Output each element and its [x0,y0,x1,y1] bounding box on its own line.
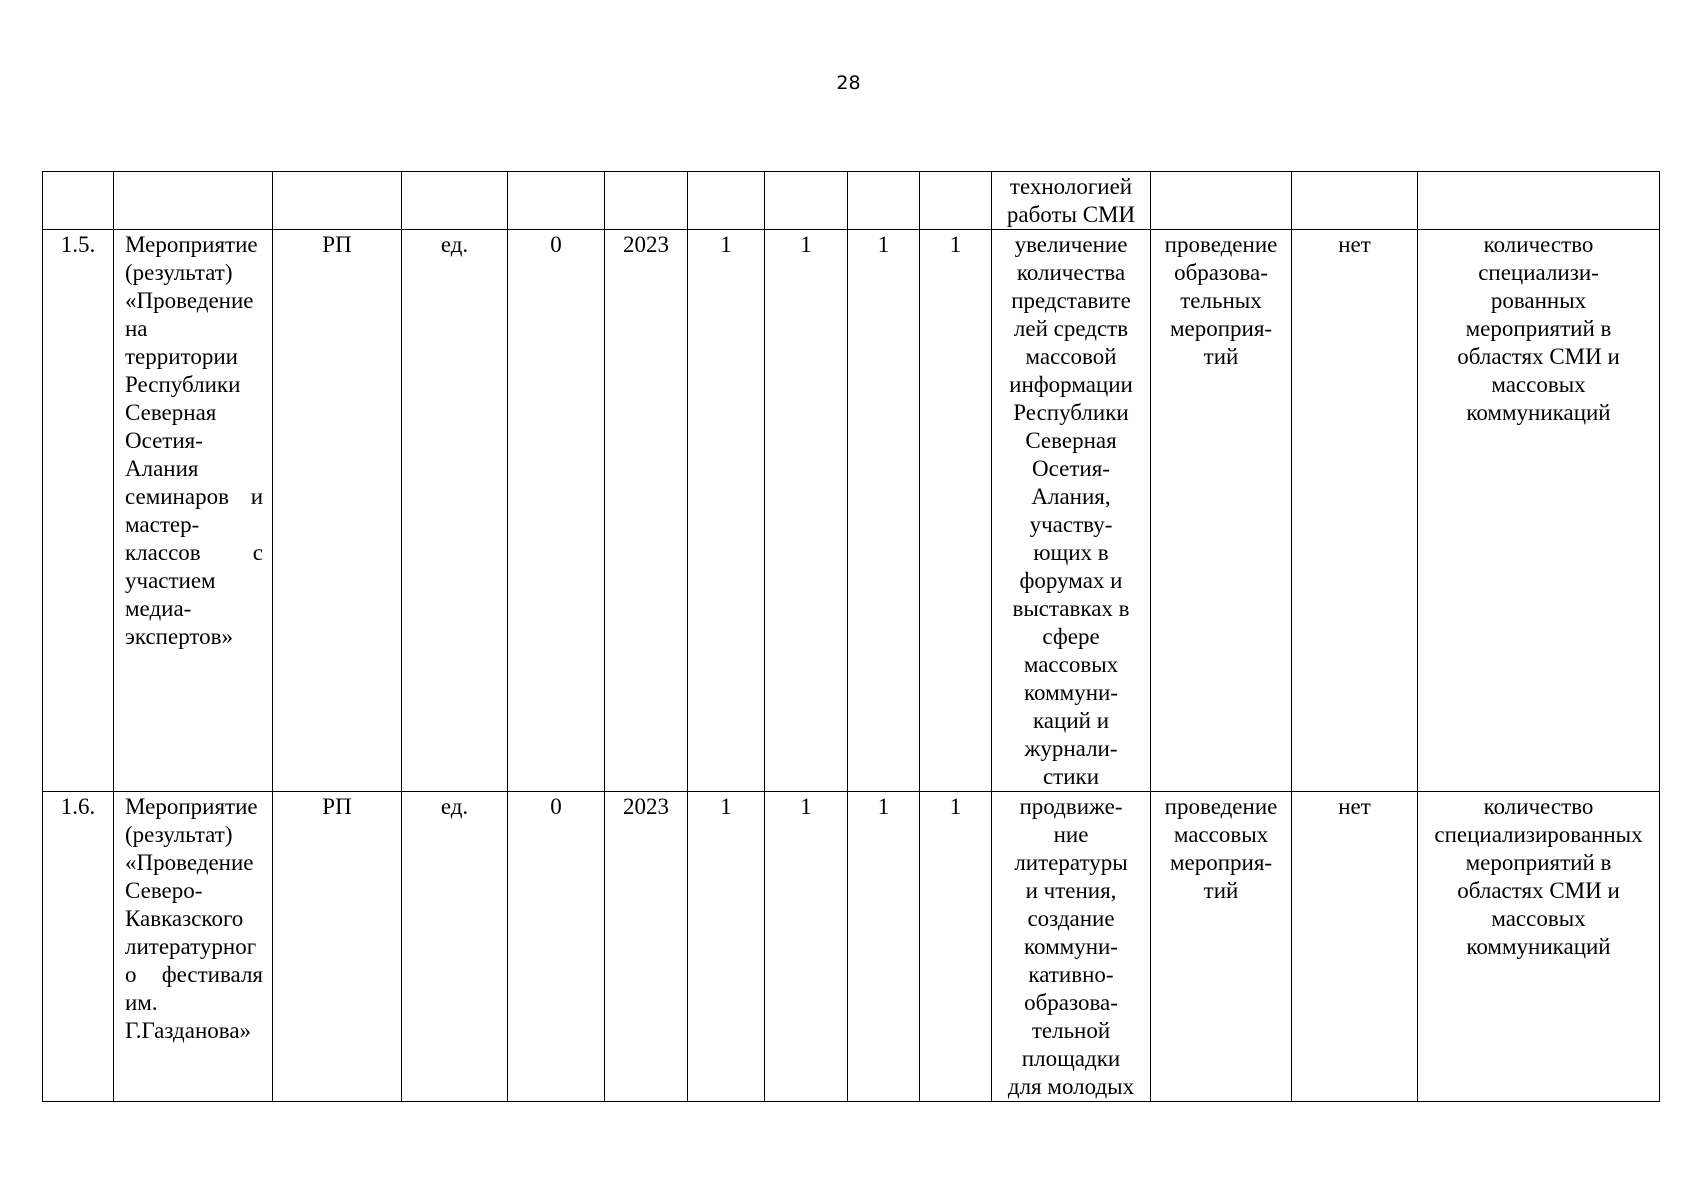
table-row [43,792,1660,1102]
cell-flag: нет [1292,792,1418,1102]
measures-table [42,171,1660,1102]
cell-name [114,172,273,230]
table-row [43,230,1660,792]
cell-unit: ед. [402,230,508,792]
cell-result-desc: продвиже- ние литературы и чтения, создание коммуни- кативно- образова- тельной площадки для молодых [992,792,1151,1102]
cell-result-desc: увеличение количества представите лей средств массовой информации Республики Северная Осетия- Алания, участву- ющих в форумах и выставках в сфере массовых коммуни- каций и журнали- стики [992,230,1151,792]
cell-value-2: 1 [765,230,848,792]
cell-unit: ед. [402,792,508,1102]
table-row-continued [43,172,1660,230]
cell-flag [1292,172,1418,230]
cell-type: РП [273,230,402,792]
cell-unit [402,172,508,230]
cell-base-value: 0 [508,230,605,792]
cell-activity [1151,172,1292,230]
cell-name: Мероприятие (результат) «Проведение на территории Республики Северная Осетия-Алания семинаров и мастер-классов с участием медиа-экспертов» [114,230,273,792]
cell-value-1 [688,172,765,230]
cell-num: 1.6. [43,792,114,1102]
cell-value-1: 1 [688,230,765,792]
cell-indicator [1418,172,1660,230]
page-number: 28 [836,72,861,94]
cell-type [273,172,402,230]
cell-value-4 [920,172,992,230]
cell-value-2 [765,172,848,230]
cell-result-desc: технологией работы СМИ [992,172,1151,230]
cell-value-2: 1 [765,792,848,1102]
cell-value-1: 1 [688,792,765,1102]
cell-value-4: 1 [920,230,992,792]
cell-value-3: 1 [848,792,920,1102]
cell-base-year [605,172,688,230]
cell-indicator: количество специализированных мероприятий в областях СМИ и массовых коммуникаций [1418,792,1660,1102]
cell-num: 1.5. [43,230,114,792]
cell-base-year: 2023 [605,230,688,792]
cell-value-3 [848,172,920,230]
cell-type: РП [273,792,402,1102]
cell-value-4: 1 [920,792,992,1102]
cell-name: Мероприятие (результат) «Проведение Северо-Кавказского литературного фестиваля им. Г.Газданова» [114,792,273,1102]
cell-activity: проведение массовых мероприя- тий [1151,792,1292,1102]
cell-base-year: 2023 [605,792,688,1102]
cell-num [43,172,114,230]
cell-flag: нет [1292,230,1418,792]
cell-activity: проведение образова- тельных мероприя- тий [1151,230,1292,792]
cell-indicator: количество специализи- рованных мероприятий в областях СМИ и массовых коммуникаций [1418,230,1660,792]
cell-base-value: 0 [508,792,605,1102]
cell-base-value [508,172,605,230]
cell-value-3: 1 [848,230,920,792]
